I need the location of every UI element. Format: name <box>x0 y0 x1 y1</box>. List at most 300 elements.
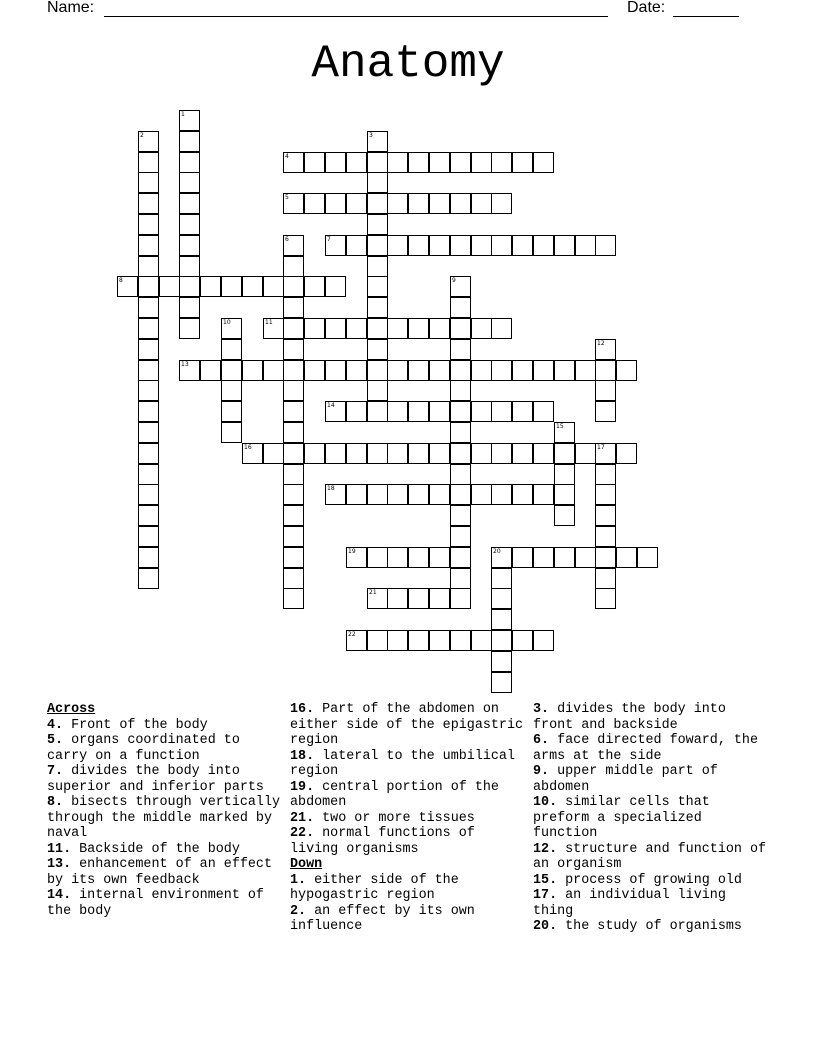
grid-cell[interactable] <box>179 193 200 214</box>
grid-cell[interactable] <box>471 484 492 505</box>
grid-cell[interactable] <box>512 235 533 256</box>
clue-number: 15 <box>556 423 564 430</box>
grid-cell[interactable] <box>450 297 471 318</box>
grid-cell[interactable] <box>138 193 159 214</box>
clue-item <box>290 904 525 935</box>
clue-number: 4 <box>285 153 289 160</box>
grid-cell[interactable] <box>408 547 429 568</box>
grid-cell[interactable] <box>138 401 159 422</box>
grid-cell[interactable] <box>367 193 388 214</box>
grid-cell[interactable] <box>283 152 304 173</box>
grid-cell[interactable] <box>595 443 616 464</box>
grid-cell[interactable] <box>138 131 159 152</box>
grid-cell[interactable] <box>138 172 159 193</box>
grid-cell[interactable] <box>595 380 616 401</box>
grid-cell[interactable] <box>450 318 471 339</box>
grid-cell[interactable] <box>138 505 159 526</box>
clue-item <box>47 842 282 858</box>
grid-cell[interactable] <box>491 547 512 568</box>
grid-cell[interactable] <box>367 318 388 339</box>
clue-item <box>290 780 525 811</box>
grid-cell[interactable] <box>429 588 450 609</box>
grid-cell[interactable] <box>221 339 242 360</box>
clue-item <box>290 873 525 904</box>
grid-cell[interactable] <box>367 588 388 609</box>
grid-cell[interactable] <box>346 484 367 505</box>
grid-cell[interactable] <box>367 360 388 381</box>
clue-item <box>290 749 525 780</box>
clue-item-text: an individual living thing <box>533 888 726 919</box>
grid-cell[interactable] <box>429 484 450 505</box>
grid-cell[interactable] <box>429 547 450 568</box>
clue-item <box>290 826 525 857</box>
grid-cell[interactable] <box>554 484 575 505</box>
grid-cell[interactable] <box>575 547 596 568</box>
grid-cell[interactable] <box>138 547 159 568</box>
grid-cell[interactable] <box>491 318 512 339</box>
down-heading: Down <box>290 857 323 872</box>
grid-cell[interactable] <box>367 484 388 505</box>
grid-cell[interactable] <box>429 193 450 214</box>
grid-cell[interactable] <box>221 276 242 297</box>
grid-cell[interactable] <box>512 443 533 464</box>
grid-cell[interactable] <box>263 318 284 339</box>
grid-cell[interactable] <box>450 464 471 485</box>
grid-cell[interactable] <box>429 152 450 173</box>
grid-cell[interactable] <box>283 422 304 443</box>
grid-cell[interactable] <box>408 360 429 381</box>
grid-cell[interactable] <box>471 235 492 256</box>
grid-cell[interactable] <box>283 256 304 277</box>
grid-cell[interactable] <box>512 630 533 651</box>
grid-cell[interactable] <box>575 235 596 256</box>
grid-cell[interactable] <box>595 505 616 526</box>
clue-item-number: 15. <box>533 872 558 888</box>
grid-cell[interactable] <box>450 401 471 422</box>
clue-item-text: Front of the body <box>63 717 208 733</box>
grid-cell[interactable] <box>408 401 429 422</box>
grid-cell[interactable] <box>491 235 512 256</box>
clue-number: 20 <box>493 548 501 555</box>
grid-cell[interactable] <box>533 547 554 568</box>
grid-cell[interactable] <box>595 526 616 547</box>
grid-cell[interactable] <box>387 193 408 214</box>
grid-cell[interactable] <box>575 360 596 381</box>
clue-item-number: 18. <box>290 748 315 764</box>
grid-cell[interactable] <box>221 380 242 401</box>
clue-number: 12 <box>597 340 605 347</box>
grid-cell[interactable] <box>263 360 284 381</box>
grid-cell[interactable] <box>367 214 388 235</box>
clue-item <box>533 795 768 842</box>
grid-cell[interactable] <box>138 318 159 339</box>
grid-cell[interactable] <box>221 360 242 381</box>
clue-item-text: enhancement of an effect by its own feedback <box>47 857 273 888</box>
grid-cell[interactable] <box>138 152 159 173</box>
grid-cell[interactable] <box>491 609 512 630</box>
grid-cell[interactable] <box>367 297 388 318</box>
grid-cell[interactable] <box>325 360 346 381</box>
grid-cell[interactable] <box>138 443 159 464</box>
grid-cell[interactable] <box>283 568 304 589</box>
grid-cell[interactable] <box>533 235 554 256</box>
clue-item-number: 7. <box>47 764 64 779</box>
grid-cell[interactable] <box>408 193 429 214</box>
grid-cell[interactable] <box>263 443 284 464</box>
clue-item <box>533 919 768 935</box>
grid-cell[interactable] <box>179 318 200 339</box>
grid-cell[interactable] <box>346 193 367 214</box>
grid-cell[interactable] <box>283 318 304 339</box>
clue-item-number: 16. <box>290 702 315 717</box>
grid-cell[interactable] <box>283 276 304 297</box>
grid-cell[interactable] <box>471 401 492 422</box>
clue-item-text: process of growing old <box>557 872 742 888</box>
grid-cell[interactable] <box>533 630 554 651</box>
grid-cell[interactable] <box>138 526 159 547</box>
page-title: Anatomy <box>311 38 505 90</box>
grid-cell[interactable] <box>346 401 367 422</box>
grid-cell[interactable] <box>554 422 575 443</box>
clue-item-text: structure and function of an organism <box>533 841 767 872</box>
grid-cell[interactable] <box>408 588 429 609</box>
grid-cell[interactable] <box>138 214 159 235</box>
grid-cell[interactable] <box>242 360 263 381</box>
grid-cell[interactable] <box>346 547 367 568</box>
grid-cell[interactable] <box>346 235 367 256</box>
grid-cell[interactable] <box>512 152 533 173</box>
grid-cell[interactable] <box>221 318 242 339</box>
grid-cell[interactable] <box>595 339 616 360</box>
grid-cell[interactable] <box>200 276 221 297</box>
clue-item-number: 5. <box>47 733 64 748</box>
grid-cell[interactable] <box>283 193 304 214</box>
grid-cell[interactable] <box>450 443 471 464</box>
grid-cell[interactable] <box>533 443 554 464</box>
grid-cell[interactable] <box>554 443 575 464</box>
grid-cell[interactable] <box>179 172 200 193</box>
grid-cell[interactable] <box>283 588 304 609</box>
clue-number: 3 <box>369 132 373 139</box>
grid-cell[interactable] <box>450 193 471 214</box>
grid-cell[interactable] <box>367 235 388 256</box>
grid-cell[interactable] <box>367 547 388 568</box>
grid-cell[interactable] <box>491 568 512 589</box>
grid-cell[interactable] <box>387 318 408 339</box>
grid-cell[interactable] <box>450 547 471 568</box>
grid-cell[interactable] <box>346 630 367 651</box>
grid-cell[interactable] <box>429 443 450 464</box>
grid-cell[interactable] <box>595 401 616 422</box>
clue-item-number: 19. <box>290 779 315 795</box>
grid-cell[interactable] <box>367 152 388 173</box>
grid-cell[interactable] <box>346 152 367 173</box>
grid-cell[interactable] <box>138 568 159 589</box>
grid-cell[interactable] <box>304 360 325 381</box>
grid-cell[interactable] <box>533 360 554 381</box>
grid-cell[interactable] <box>179 131 200 152</box>
grid-cell[interactable] <box>138 464 159 485</box>
grid-cell[interactable] <box>283 339 304 360</box>
grid-cell[interactable] <box>491 193 512 214</box>
grid-cell[interactable] <box>283 380 304 401</box>
clue-item-text: similar cells that preform a specialized function <box>533 795 710 841</box>
grid-cell[interactable] <box>283 505 304 526</box>
grid-cell[interactable] <box>304 276 325 297</box>
clue-number: 9 <box>452 277 456 284</box>
grid-cell[interactable] <box>471 318 492 339</box>
grid-cell[interactable] <box>491 588 512 609</box>
clue-item <box>47 795 282 842</box>
grid-cell[interactable] <box>554 235 575 256</box>
grid-cell[interactable] <box>179 360 200 381</box>
grid-cell[interactable] <box>429 318 450 339</box>
grid-cell[interactable] <box>179 152 200 173</box>
grid-cell[interactable] <box>283 235 304 256</box>
grid-cell[interactable] <box>512 484 533 505</box>
grid-cell[interactable] <box>429 630 450 651</box>
grid-cell[interactable] <box>138 422 159 443</box>
grid-cell[interactable] <box>179 110 200 131</box>
clue-item-number: 3. <box>533 702 550 717</box>
grid-cell[interactable] <box>159 276 180 297</box>
clue-item-text: organs coordinated to carry on a function <box>47 733 240 764</box>
clue-item-text: the study of organisms <box>557 919 742 934</box>
grid-cell[interactable] <box>283 360 304 381</box>
grid-cell[interactable] <box>283 297 304 318</box>
grid-cell[interactable] <box>491 443 512 464</box>
clue-item-number: 4. <box>47 717 64 733</box>
grid-cell[interactable] <box>367 131 388 152</box>
grid-cell[interactable] <box>450 505 471 526</box>
clue-number: 19 <box>348 548 356 555</box>
grid-cell[interactable] <box>450 568 471 589</box>
grid-cell[interactable] <box>138 380 159 401</box>
grid-cell[interactable] <box>408 630 429 651</box>
clue-number: 10 <box>223 319 231 326</box>
grid-cell[interactable] <box>367 276 388 297</box>
grid-cell[interactable] <box>138 297 159 318</box>
grid-cell[interactable] <box>450 360 471 381</box>
grid-cell[interactable] <box>533 484 554 505</box>
grid-cell[interactable] <box>221 422 242 443</box>
grid-cell[interactable] <box>595 588 616 609</box>
grid-cell[interactable] <box>491 360 512 381</box>
grid-cell[interactable] <box>138 339 159 360</box>
grid-cell[interactable] <box>450 152 471 173</box>
grid-cell[interactable] <box>429 235 450 256</box>
clue-item-number: 1. <box>290 872 307 888</box>
grid-cell[interactable] <box>283 443 304 464</box>
grid-cell[interactable] <box>283 547 304 568</box>
grid-cell[interactable] <box>595 484 616 505</box>
clue-item-number: 11. <box>47 841 72 857</box>
grid-cell[interactable] <box>304 152 325 173</box>
grid-cell[interactable] <box>616 360 637 381</box>
grid-cell[interactable] <box>554 505 575 526</box>
clue-item-number: 13. <box>47 857 72 872</box>
grid-cell[interactable] <box>471 630 492 651</box>
grid-cell[interactable] <box>387 588 408 609</box>
clue-item <box>47 888 282 919</box>
grid-cell[interactable] <box>595 360 616 381</box>
grid-cell[interactable] <box>491 651 512 672</box>
clue-item-text: face directed foward, the arms at the side <box>533 733 759 764</box>
grid-cell[interactable] <box>575 443 596 464</box>
grid-cell[interactable] <box>367 380 388 401</box>
grid-cell[interactable] <box>138 360 159 381</box>
grid-cell[interactable] <box>346 318 367 339</box>
grid-cell[interactable] <box>595 568 616 589</box>
grid-cell[interactable] <box>637 547 658 568</box>
grid-cell[interactable] <box>408 152 429 173</box>
grid-cell[interactable] <box>367 339 388 360</box>
grid-cell[interactable] <box>283 401 304 422</box>
clue-number: 22 <box>348 631 356 638</box>
grid-cell[interactable] <box>512 360 533 381</box>
grid-cell[interactable] <box>450 422 471 443</box>
clue-item <box>533 888 768 919</box>
grid-cell[interactable] <box>138 484 159 505</box>
grid-cell[interactable] <box>450 630 471 651</box>
grid-cell[interactable] <box>138 256 159 277</box>
grid-cell[interactable] <box>367 443 388 464</box>
grid-cell[interactable] <box>325 235 346 256</box>
grid-cell[interactable] <box>408 235 429 256</box>
grid-cell[interactable] <box>512 547 533 568</box>
grid-cell[interactable] <box>325 193 346 214</box>
grid-cell[interactable] <box>471 152 492 173</box>
grid-cell[interactable] <box>429 401 450 422</box>
grid-cell[interactable] <box>387 630 408 651</box>
grid-cell[interactable] <box>471 193 492 214</box>
grid-cell[interactable] <box>304 318 325 339</box>
grid-cell[interactable] <box>450 484 471 505</box>
grid-cell[interactable] <box>325 152 346 173</box>
grid-cell[interactable] <box>283 526 304 547</box>
grid-cell[interactable] <box>179 214 200 235</box>
clue-item <box>290 811 525 827</box>
grid-cell[interactable] <box>387 484 408 505</box>
grid-cell[interactable] <box>325 443 346 464</box>
clue-item-text: Backside of the body <box>71 841 240 857</box>
grid-cell[interactable] <box>450 588 471 609</box>
grid-cell[interactable] <box>367 172 388 193</box>
grid-cell[interactable] <box>491 152 512 173</box>
grid-cell[interactable] <box>595 235 616 256</box>
grid-cell[interactable] <box>491 484 512 505</box>
grid-cell[interactable] <box>138 276 159 297</box>
clue-number: 21 <box>369 589 377 596</box>
clue-item-number: 12. <box>533 841 558 857</box>
grid-cell[interactable] <box>491 672 512 693</box>
grid-cell[interactable] <box>512 401 533 422</box>
clue-item-number: 21. <box>290 810 315 826</box>
clue-item <box>47 733 282 764</box>
grid-cell[interactable] <box>387 547 408 568</box>
grid-cell[interactable] <box>387 152 408 173</box>
grid-cell[interactable] <box>450 380 471 401</box>
grid-cell[interactable] <box>283 464 304 485</box>
grid-cell[interactable] <box>616 443 637 464</box>
grid-cell[interactable] <box>325 276 346 297</box>
grid-cell[interactable] <box>304 193 325 214</box>
clue-number: 18 <box>327 485 335 492</box>
grid-cell[interactable] <box>491 401 512 422</box>
grid-cell[interactable] <box>138 235 159 256</box>
grid-cell[interactable] <box>242 276 263 297</box>
grid-cell[interactable] <box>471 443 492 464</box>
clue-item <box>533 842 768 873</box>
grid-cell[interactable] <box>346 360 367 381</box>
clue-item <box>533 873 768 889</box>
grid-cell[interactable] <box>179 235 200 256</box>
clue-number: 7 <box>327 236 331 243</box>
clue-item-text: normal functions of living organisms <box>290 826 475 857</box>
grid-cell[interactable] <box>387 443 408 464</box>
clue-item-number: 14. <box>47 888 72 903</box>
clue-item-number: 9. <box>533 764 550 779</box>
grid-cell[interactable] <box>242 443 263 464</box>
grid-cell[interactable] <box>533 401 554 422</box>
grid-cell[interactable] <box>179 276 200 297</box>
grid-cell[interactable] <box>429 360 450 381</box>
grid-cell[interactable] <box>408 318 429 339</box>
grid-cell[interactable] <box>263 276 284 297</box>
grid-cell[interactable] <box>554 547 575 568</box>
grid-cell[interactable] <box>408 443 429 464</box>
grid-cell[interactable] <box>117 276 138 297</box>
clue-item-text: either side of the hypogastric region <box>290 872 459 903</box>
grid-cell[interactable] <box>367 630 388 651</box>
grid-cell[interactable] <box>387 360 408 381</box>
clue-item <box>533 733 768 764</box>
grid-cell[interactable] <box>450 276 471 297</box>
grid-cell[interactable] <box>471 360 492 381</box>
clue-item <box>47 764 282 795</box>
grid-cell[interactable] <box>346 443 367 464</box>
grid-cell[interactable] <box>304 443 325 464</box>
date-label: Date: <box>627 0 666 16</box>
grid-cell[interactable] <box>554 464 575 485</box>
clue-item-text: internal environment of the body <box>47 888 264 919</box>
name-label: Name: <box>47 0 95 16</box>
grid-cell[interactable] <box>450 235 471 256</box>
grid-cell[interactable] <box>408 484 429 505</box>
grid-cell[interactable] <box>179 297 200 318</box>
grid-cell[interactable] <box>616 547 637 568</box>
grid-cell[interactable] <box>325 318 346 339</box>
grid-cell[interactable] <box>367 256 388 277</box>
grid-cell[interactable] <box>325 484 346 505</box>
grid-cell[interactable] <box>554 360 575 381</box>
grid-cell[interactable] <box>595 547 616 568</box>
grid-cell[interactable] <box>367 401 388 422</box>
grid-cell[interactable] <box>387 401 408 422</box>
grid-cell[interactable] <box>450 526 471 547</box>
clue-item-number: 22. <box>290 826 315 841</box>
grid-cell[interactable] <box>595 464 616 485</box>
grid-cell[interactable] <box>387 235 408 256</box>
grid-cell[interactable] <box>533 152 554 173</box>
grid-cell[interactable] <box>179 256 200 277</box>
grid-cell[interactable] <box>283 484 304 505</box>
grid-cell[interactable] <box>491 630 512 651</box>
grid-cell[interactable] <box>221 401 242 422</box>
grid-cell[interactable] <box>200 360 221 381</box>
grid-cell[interactable] <box>325 401 346 422</box>
grid-cell[interactable] <box>450 339 471 360</box>
